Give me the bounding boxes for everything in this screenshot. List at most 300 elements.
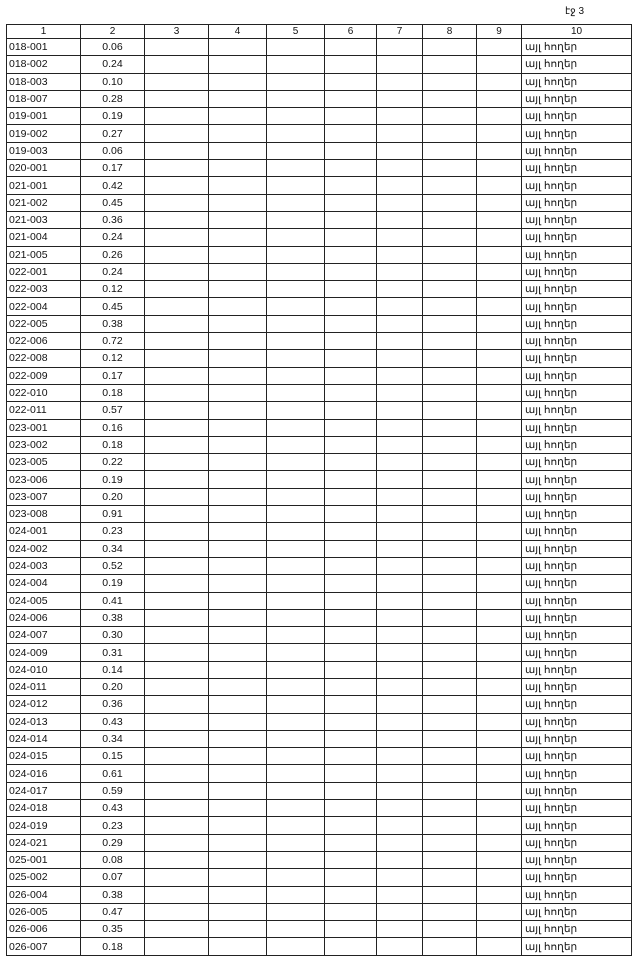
col5-cell <box>267 609 325 626</box>
col8-cell <box>423 869 477 886</box>
col9-cell <box>477 436 522 453</box>
parcel-code-cell: 021-005 <box>7 246 81 263</box>
area-cell: 0.15 <box>81 748 145 765</box>
area-cell: 0.22 <box>81 454 145 471</box>
col7-cell <box>377 903 423 920</box>
parcel-code-cell: 022-008 <box>7 350 81 367</box>
col7-cell <box>377 661 423 678</box>
col3-cell <box>145 696 209 713</box>
col8-cell <box>423 281 477 298</box>
col5-cell <box>267 350 325 367</box>
col7-cell <box>377 125 423 142</box>
table-row <box>7 73 632 90</box>
col6-cell <box>325 263 377 280</box>
col3-cell <box>145 39 209 56</box>
col5-cell <box>267 333 325 350</box>
col9-cell <box>477 315 522 332</box>
table-row <box>7 678 632 695</box>
col7-cell <box>377 350 423 367</box>
col3-cell <box>145 142 209 159</box>
col9-cell <box>477 142 522 159</box>
col3-cell <box>145 523 209 540</box>
col4-cell <box>209 471 267 488</box>
col3-cell <box>145 125 209 142</box>
col4-cell <box>209 592 267 609</box>
col4-cell <box>209 333 267 350</box>
col4-cell <box>209 506 267 523</box>
table-row <box>7 56 632 73</box>
col7-cell <box>377 436 423 453</box>
parcel-code-cell: 025-001 <box>7 851 81 868</box>
land-type-cell: այլ հողեր <box>522 730 632 747</box>
col5-cell <box>267 782 325 799</box>
col8-cell <box>423 39 477 56</box>
col4-cell <box>209 557 267 574</box>
table-row <box>7 194 632 211</box>
table-row <box>7 851 632 868</box>
parcel-code-cell: 022-011 <box>7 402 81 419</box>
col5-cell <box>267 661 325 678</box>
col7-cell <box>377 333 423 350</box>
col8-cell <box>423 454 477 471</box>
col9-cell <box>477 540 522 557</box>
col9-cell <box>477 350 522 367</box>
col9-cell <box>477 557 522 574</box>
col4-cell <box>209 263 267 280</box>
column-header-3: 3 <box>145 25 209 39</box>
column-header-9: 9 <box>477 25 522 39</box>
table-body <box>7 39 632 956</box>
col8-cell <box>423 142 477 159</box>
land-type-cell: այլ հողեր <box>522 142 632 159</box>
col7-cell <box>377 315 423 332</box>
col4-cell <box>209 229 267 246</box>
parcel-code-cell: 024-005 <box>7 592 81 609</box>
area-cell: 0.06 <box>81 142 145 159</box>
col8-cell <box>423 367 477 384</box>
parcel-code-cell: 024-003 <box>7 557 81 574</box>
col7-cell <box>377 678 423 695</box>
col9-cell <box>477 506 522 523</box>
col4-cell <box>209 56 267 73</box>
col6-cell <box>325 471 377 488</box>
col7-cell <box>377 73 423 90</box>
col4-cell <box>209 246 267 263</box>
area-cell: 0.38 <box>81 886 145 903</box>
parcel-code-cell: 023-001 <box>7 419 81 436</box>
land-type-cell: այլ հողեր <box>522 661 632 678</box>
col4-cell <box>209 609 267 626</box>
parcel-code-cell: 023-006 <box>7 471 81 488</box>
col8-cell <box>423 817 477 834</box>
col9-cell <box>477 678 522 695</box>
col4-cell <box>209 713 267 730</box>
land-type-cell: այլ հողեր <box>522 851 632 868</box>
col5-cell <box>267 402 325 419</box>
col7-cell <box>377 748 423 765</box>
col3-cell <box>145 869 209 886</box>
parcel-code-cell: 023-008 <box>7 506 81 523</box>
col7-cell <box>377 160 423 177</box>
col4-cell <box>209 367 267 384</box>
col3-cell <box>145 678 209 695</box>
col6-cell <box>325 229 377 246</box>
col8-cell <box>423 229 477 246</box>
col8-cell <box>423 921 477 938</box>
col9-cell <box>477 921 522 938</box>
col5-cell <box>267 644 325 661</box>
col6-cell <box>325 177 377 194</box>
col5-cell <box>267 903 325 920</box>
col5-cell <box>267 90 325 107</box>
table-row <box>7 488 632 505</box>
land-type-cell: այլ հողեր <box>522 39 632 56</box>
area-cell: 0.38 <box>81 609 145 626</box>
area-cell: 0.17 <box>81 160 145 177</box>
col5-cell <box>267 678 325 695</box>
land-type-cell: այլ հողեր <box>522 782 632 799</box>
col7-cell <box>377 229 423 246</box>
col6-cell <box>325 384 377 401</box>
col8-cell <box>423 557 477 574</box>
area-cell: 0.42 <box>81 177 145 194</box>
column-header-7: 7 <box>377 25 423 39</box>
col8-cell <box>423 211 477 228</box>
land-type-cell: այլ հողեր <box>522 627 632 644</box>
col6-cell <box>325 454 377 471</box>
col3-cell <box>145 851 209 868</box>
col9-cell <box>477 696 522 713</box>
area-cell: 0.91 <box>81 506 145 523</box>
col4-cell <box>209 523 267 540</box>
col3-cell <box>145 263 209 280</box>
col6-cell <box>325 678 377 695</box>
col8-cell <box>423 765 477 782</box>
area-cell: 0.08 <box>81 851 145 868</box>
land-type-cell: այլ հողեր <box>522 506 632 523</box>
land-type-cell: այլ հողեր <box>522 367 632 384</box>
land-type-cell: այլ հողեր <box>522 903 632 920</box>
area-cell: 0.24 <box>81 263 145 280</box>
col4-cell <box>209 748 267 765</box>
col8-cell <box>423 661 477 678</box>
area-cell: 0.45 <box>81 298 145 315</box>
table-row <box>7 609 632 626</box>
parcel-code-cell: 022-009 <box>7 367 81 384</box>
table-row <box>7 869 632 886</box>
col9-cell <box>477 246 522 263</box>
col5-cell <box>267 765 325 782</box>
col9-cell <box>477 523 522 540</box>
land-type-cell: այլ հողեր <box>522 263 632 280</box>
col5-cell <box>267 39 325 56</box>
table-row <box>7 125 632 142</box>
parcel-code-cell: 021-001 <box>7 177 81 194</box>
col8-cell <box>423 800 477 817</box>
table-row <box>7 817 632 834</box>
col8-cell <box>423 419 477 436</box>
col7-cell <box>377 367 423 384</box>
col4-cell <box>209 488 267 505</box>
table-row <box>7 661 632 678</box>
table-row <box>7 384 632 401</box>
col3-cell <box>145 765 209 782</box>
col9-cell <box>477 748 522 765</box>
col8-cell <box>423 471 477 488</box>
col9-cell <box>477 177 522 194</box>
land-type-cell: այլ հողեր <box>522 471 632 488</box>
col7-cell <box>377 506 423 523</box>
col4-cell <box>209 315 267 332</box>
col7-cell <box>377 696 423 713</box>
col6-cell <box>325 627 377 644</box>
parcel-code-cell: 025-002 <box>7 869 81 886</box>
col8-cell <box>423 903 477 920</box>
col5-cell <box>267 108 325 125</box>
col8-cell <box>423 886 477 903</box>
column-header-8: 8 <box>423 25 477 39</box>
area-cell: 0.57 <box>81 402 145 419</box>
col9-cell <box>477 367 522 384</box>
col5-cell <box>267 713 325 730</box>
col3-cell <box>145 886 209 903</box>
col6-cell <box>325 315 377 332</box>
col9-cell <box>477 938 522 955</box>
col8-cell <box>423 488 477 505</box>
col7-cell <box>377 921 423 938</box>
col6-cell <box>325 644 377 661</box>
parcel-code-cell: 024-014 <box>7 730 81 747</box>
land-type-cell: այլ հողեր <box>522 523 632 540</box>
parcel-code-cell: 018-002 <box>7 56 81 73</box>
col8-cell <box>423 350 477 367</box>
col5-cell <box>267 454 325 471</box>
col6-cell <box>325 56 377 73</box>
col9-cell <box>477 592 522 609</box>
col7-cell <box>377 471 423 488</box>
col6-cell <box>325 817 377 834</box>
col3-cell <box>145 246 209 263</box>
table-row <box>7 142 632 159</box>
area-cell: 0.19 <box>81 108 145 125</box>
area-cell: 0.17 <box>81 367 145 384</box>
col9-cell <box>477 471 522 488</box>
col6-cell <box>325 730 377 747</box>
area-cell: 0.61 <box>81 765 145 782</box>
table-row <box>7 765 632 782</box>
col8-cell <box>423 938 477 955</box>
col9-cell <box>477 713 522 730</box>
col4-cell <box>209 782 267 799</box>
table-row <box>7 211 632 228</box>
col9-cell <box>477 627 522 644</box>
col8-cell <box>423 246 477 263</box>
col9-cell <box>477 263 522 280</box>
col5-cell <box>267 298 325 315</box>
col3-cell <box>145 730 209 747</box>
col7-cell <box>377 419 423 436</box>
col8-cell <box>423 609 477 626</box>
col4-cell <box>209 73 267 90</box>
col9-cell <box>477 384 522 401</box>
col6-cell <box>325 142 377 159</box>
col5-cell <box>267 488 325 505</box>
land-type-cell: այլ հողեր <box>522 765 632 782</box>
col5-cell <box>267 73 325 90</box>
table-row <box>7 748 632 765</box>
land-type-cell: այլ հողեր <box>522 886 632 903</box>
land-type-cell: այլ հողեր <box>522 177 632 194</box>
area-cell: 0.43 <box>81 713 145 730</box>
parcel-code-cell: 022-003 <box>7 281 81 298</box>
area-cell: 0.30 <box>81 627 145 644</box>
col7-cell <box>377 609 423 626</box>
column-header-4: 4 <box>209 25 267 39</box>
parcel-code-cell: 024-004 <box>7 575 81 592</box>
area-cell: 0.06 <box>81 39 145 56</box>
table-row <box>7 90 632 107</box>
parcel-code-cell: 021-003 <box>7 211 81 228</box>
land-type-cell: այլ հողեր <box>522 419 632 436</box>
col6-cell <box>325 713 377 730</box>
col9-cell <box>477 160 522 177</box>
land-type-cell: այլ հողեր <box>522 73 632 90</box>
land-type-cell: այլ հողեր <box>522 298 632 315</box>
land-type-cell: այլ հողեր <box>522 557 632 574</box>
col5-cell <box>267 627 325 644</box>
col9-cell <box>477 730 522 747</box>
parcel-code-cell: 023-005 <box>7 454 81 471</box>
col7-cell <box>377 263 423 280</box>
col8-cell <box>423 782 477 799</box>
col7-cell <box>377 540 423 557</box>
col8-cell <box>423 592 477 609</box>
parcel-code-cell: 021-002 <box>7 194 81 211</box>
col9-cell <box>477 298 522 315</box>
col4-cell <box>209 39 267 56</box>
col3-cell <box>145 160 209 177</box>
col7-cell <box>377 454 423 471</box>
land-type-cell: այլ հողեր <box>522 436 632 453</box>
col3-cell <box>145 436 209 453</box>
col6-cell <box>325 938 377 955</box>
area-cell: 0.28 <box>81 90 145 107</box>
land-type-cell: այլ հողեր <box>522 246 632 263</box>
col4-cell <box>209 575 267 592</box>
col6-cell <box>325 782 377 799</box>
parcel-code-cell: 024-017 <box>7 782 81 799</box>
land-type-cell: այլ հողեր <box>522 160 632 177</box>
land-type-cell: այլ հողեր <box>522 921 632 938</box>
col8-cell <box>423 523 477 540</box>
col6-cell <box>325 367 377 384</box>
col5-cell <box>267 730 325 747</box>
col7-cell <box>377 142 423 159</box>
col3-cell <box>145 108 209 125</box>
col3-cell <box>145 229 209 246</box>
page-number: էջ 3 <box>565 6 585 17</box>
col6-cell <box>325 436 377 453</box>
col3-cell <box>145 782 209 799</box>
col5-cell <box>267 142 325 159</box>
parcel-code-cell: 020-001 <box>7 160 81 177</box>
col5-cell <box>267 557 325 574</box>
land-type-cell: այլ հողեր <box>522 454 632 471</box>
land-type-cell: այլ հողեր <box>522 609 632 626</box>
col6-cell <box>325 298 377 315</box>
col5-cell <box>267 834 325 851</box>
col7-cell <box>377 627 423 644</box>
table-row <box>7 557 632 574</box>
col8-cell <box>423 436 477 453</box>
col9-cell <box>477 229 522 246</box>
col9-cell <box>477 108 522 125</box>
col3-cell <box>145 627 209 644</box>
col8-cell <box>423 108 477 125</box>
col3-cell <box>145 298 209 315</box>
table-row <box>7 800 632 817</box>
col9-cell <box>477 454 522 471</box>
col9-cell <box>477 281 522 298</box>
area-cell: 0.45 <box>81 194 145 211</box>
col9-cell <box>477 765 522 782</box>
parcel-code-cell: 022-010 <box>7 384 81 401</box>
col6-cell <box>325 886 377 903</box>
col5-cell <box>267 177 325 194</box>
land-type-cell: այլ հողեր <box>522 713 632 730</box>
col7-cell <box>377 281 423 298</box>
parcel-code-cell: 022-005 <box>7 315 81 332</box>
col7-cell <box>377 298 423 315</box>
parcel-code-cell: 019-002 <box>7 125 81 142</box>
col5-cell <box>267 921 325 938</box>
col3-cell <box>145 281 209 298</box>
col8-cell <box>423 402 477 419</box>
table-row <box>7 281 632 298</box>
col8-cell <box>423 575 477 592</box>
col7-cell <box>377 384 423 401</box>
col9-cell <box>477 402 522 419</box>
area-cell: 0.10 <box>81 73 145 90</box>
col7-cell <box>377 177 423 194</box>
col5-cell <box>267 851 325 868</box>
land-type-cell: այլ հողեր <box>522 125 632 142</box>
table-row <box>7 263 632 280</box>
parcel-code-cell: 024-015 <box>7 748 81 765</box>
parcel-code-cell: 026-004 <box>7 886 81 903</box>
col5-cell <box>267 281 325 298</box>
land-type-cell: այլ հողեր <box>522 229 632 246</box>
parcel-code-cell: 024-012 <box>7 696 81 713</box>
col3-cell <box>145 506 209 523</box>
col6-cell <box>325 575 377 592</box>
land-type-cell: այլ հողեր <box>522 333 632 350</box>
col6-cell <box>325 748 377 765</box>
parcel-code-cell: 018-007 <box>7 90 81 107</box>
col9-cell <box>477 56 522 73</box>
col6-cell <box>325 90 377 107</box>
column-header-2: 2 <box>81 25 145 39</box>
area-cell: 0.23 <box>81 523 145 540</box>
land-type-cell: այլ հողեր <box>522 402 632 419</box>
col7-cell <box>377 834 423 851</box>
col6-cell <box>325 696 377 713</box>
col6-cell <box>325 125 377 142</box>
col3-cell <box>145 73 209 90</box>
table-row <box>7 730 632 747</box>
table-row <box>7 419 632 436</box>
col5-cell <box>267 886 325 903</box>
